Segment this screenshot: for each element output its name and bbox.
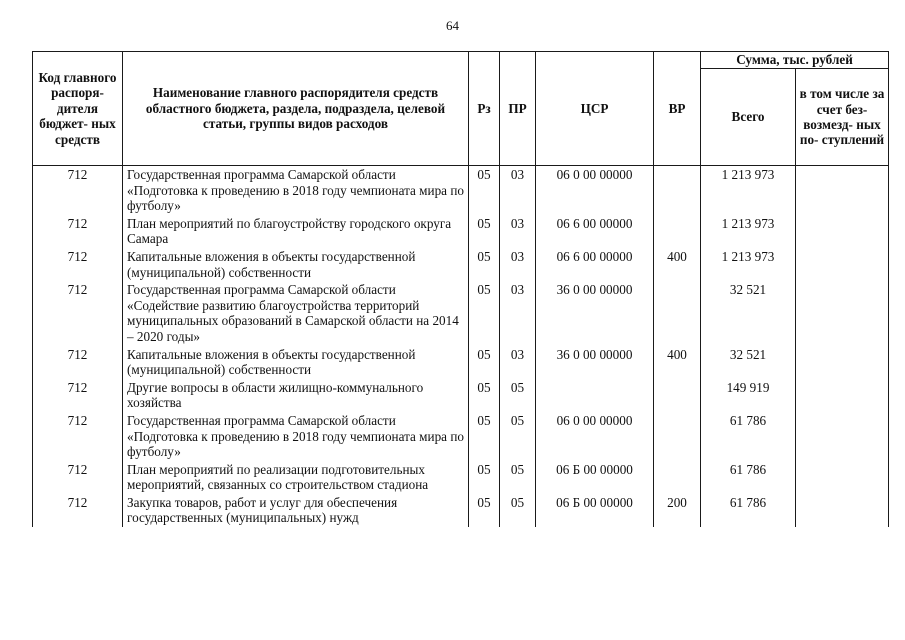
cell-total: 32 521: [701, 346, 796, 379]
header-incl: в том числе за счет без- возмезд- ных по- ступлений: [796, 69, 889, 166]
cell-pr: 05: [500, 461, 536, 494]
header-total: Всего: [701, 69, 796, 166]
header-pr: ПР: [500, 52, 536, 166]
cell-csr: [536, 379, 654, 412]
cell-csr: 06 Б 00 00000: [536, 494, 654, 527]
cell-incl: [796, 166, 889, 215]
cell-pr: 03: [500, 281, 536, 345]
cell-code: 712: [33, 215, 123, 248]
cell-code: 712: [33, 248, 123, 281]
cell-name: План мероприятий по благоустройству городского округа Самара: [123, 215, 469, 248]
page-number: 64: [446, 18, 459, 33]
header-vr: ВР: [654, 52, 701, 166]
cell-total: 1 213 973: [701, 248, 796, 281]
cell-incl: [796, 346, 889, 379]
cell-vr: [654, 215, 701, 248]
cell-vr: [654, 379, 701, 412]
table-row: [33, 379, 889, 412]
cell-incl: [796, 379, 889, 412]
cell-rz: 05: [469, 412, 500, 461]
header-amount-group: Сумма, тыс. рублей: [701, 52, 889, 69]
table-row: [33, 281, 889, 345]
cell-code: 712: [33, 379, 123, 412]
cell-name: План мероприятий по реализации подготовительных мероприятий, связанных со строительством стадиона: [123, 461, 469, 494]
cell-csr: 36 0 00 00000: [536, 346, 654, 379]
cell-code: 712: [33, 346, 123, 379]
cell-rz: 05: [469, 215, 500, 248]
cell-csr: 06 0 00 00000: [536, 412, 654, 461]
table-row: [33, 248, 889, 281]
cell-rz: 05: [469, 379, 500, 412]
cell-total: 1 213 973: [701, 215, 796, 248]
header-code: Код главного распоря- дителя бюджет- ных средств: [33, 52, 123, 166]
table-row: [33, 412, 889, 461]
cell-total: 61 786: [701, 494, 796, 527]
table-row: [33, 461, 889, 494]
cell-name: Государственная программа Самарской области «Подготовка к проведению в 2018 году чемпионата мира по футболу»: [123, 166, 469, 215]
table-body: [33, 166, 889, 528]
cell-csr: 06 6 00 00000: [536, 248, 654, 281]
cell-pr: 03: [500, 215, 536, 248]
cell-total: 32 521: [701, 281, 796, 345]
cell-name: Закупка товаров, работ и услуг для обеспечения государственных (муниципальных) нужд: [123, 494, 469, 527]
cell-name: Другие вопросы в области жилищно-коммунального хозяйства: [123, 379, 469, 412]
cell-pr: 05: [500, 494, 536, 527]
cell-incl: [796, 494, 889, 527]
header-name: Наименование главного распорядителя средств областного бюджета, раздела, подраздела, целевой статьи, группы видов расходов: [123, 52, 469, 166]
cell-name: Государственная программа Самарской области «Содействие развитию благоустройства территорий муниципальных образований в Самарской области на 2014 – 2020 годы»: [123, 281, 469, 345]
cell-code: 712: [33, 461, 123, 494]
cell-rz: 05: [469, 281, 500, 345]
cell-vr: 400: [654, 346, 701, 379]
cell-vr: [654, 412, 701, 461]
cell-vr: 400: [654, 248, 701, 281]
cell-rz: 05: [469, 248, 500, 281]
cell-pr: 03: [500, 166, 536, 215]
cell-code: 712: [33, 494, 123, 527]
cell-vr: 200: [654, 494, 701, 527]
cell-incl: [796, 281, 889, 345]
table-header: [33, 52, 889, 166]
cell-vr: [654, 281, 701, 345]
cell-pr: 03: [500, 248, 536, 281]
cell-incl: [796, 215, 889, 248]
cell-csr: 06 0 00 00000: [536, 166, 654, 215]
cell-total: 1 213 973: [701, 166, 796, 215]
header-csr: ЦСР: [536, 52, 654, 166]
cell-code: 712: [33, 412, 123, 461]
cell-vr: [654, 166, 701, 215]
cell-code: 712: [33, 281, 123, 345]
table-row: [33, 346, 889, 379]
cell-incl: [796, 461, 889, 494]
cell-incl: [796, 248, 889, 281]
cell-pr: 05: [500, 379, 536, 412]
cell-rz: 05: [469, 346, 500, 379]
cell-name: Капитальные вложения в объекты государственной (муниципальной) собственности: [123, 248, 469, 281]
cell-name: Капитальные вложения в объекты государственной (муниципальной) собственности: [123, 346, 469, 379]
cell-total: 61 786: [701, 412, 796, 461]
cell-name: Государственная программа Самарской области «Подготовка к проведению в 2018 году чемпионата мира по футболу»: [123, 412, 469, 461]
cell-rz: 05: [469, 461, 500, 494]
cell-pr: 05: [500, 412, 536, 461]
cell-csr: 06 Б 00 00000: [536, 461, 654, 494]
cell-csr: 36 0 00 00000: [536, 281, 654, 345]
cell-incl: [796, 412, 889, 461]
table-row: [33, 166, 889, 215]
cell-csr: 06 6 00 00000: [536, 215, 654, 248]
table-row: [33, 215, 889, 248]
budget-table: [32, 51, 889, 527]
cell-total: 61 786: [701, 461, 796, 494]
cell-rz: 05: [469, 494, 500, 527]
table-row: [33, 494, 889, 527]
cell-rz: 05: [469, 166, 500, 215]
cell-total: 149 919: [701, 379, 796, 412]
cell-pr: 03: [500, 346, 536, 379]
header-rz: Рз: [469, 52, 500, 166]
cell-vr: [654, 461, 701, 494]
cell-code: 712: [33, 166, 123, 215]
